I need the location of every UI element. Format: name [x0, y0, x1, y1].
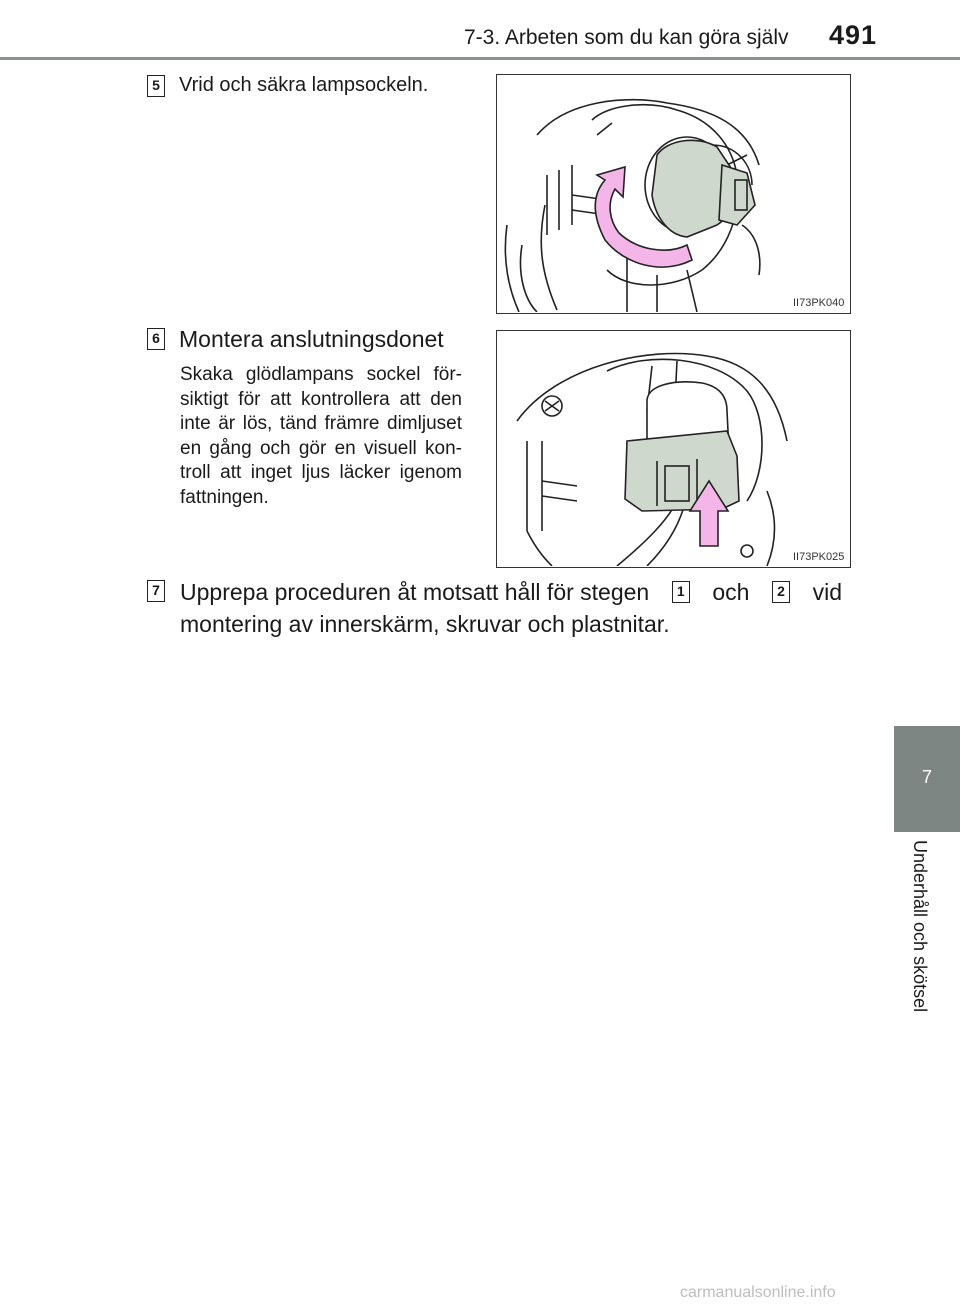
connector-illustration [497, 331, 849, 566]
step-6-badge: 6 [147, 328, 165, 350]
step-ref-1: 1 [672, 581, 690, 603]
figure-code-1: II73PK040 [793, 297, 845, 309]
step-7-text-after: vid [812, 579, 842, 605]
page-number: 491 [829, 20, 878, 50]
socket-rotation-illustration [497, 75, 849, 312]
chapter-tab [894, 726, 960, 832]
step-7-badge: 7 [147, 580, 165, 602]
step-7-line-2: montering av innerskärm, skruvar och plastnitar. [180, 611, 670, 637]
chapter-label: Underhåll och skötsel [910, 840, 930, 1013]
figure-rotate-socket [496, 74, 851, 314]
step-6-body: Skaka glödlampans sockel för-siktigt för att kontrollera att den inte är lös, tänd främre dimljuset en gång och gör en visuell kon-troll att inget ljus läcker igenom fattningen. [180, 364, 462, 508]
chapter-number: 7 [921, 767, 932, 787]
section-title: 7-3. Arbeten som du kan göra själv [464, 26, 789, 49]
step-ref-2: 2 [772, 581, 790, 603]
step-6-title: Montera anslutningsdonet [179, 326, 444, 352]
step-7-text [180, 576, 842, 640]
watermark: carmanualsonline.info [680, 1284, 836, 1301]
header-divider [0, 57, 960, 60]
figure-code-2: II73PK025 [793, 551, 845, 563]
step-7-text-before: Upprepa proceduren åt motsatt håll för stegen [180, 579, 650, 605]
step-5-badge: 5 [147, 75, 165, 97]
step-5-title: Vrid och säkra lampsockeln. [179, 74, 429, 96]
figure-connector [496, 330, 851, 568]
step-7-text-mid: och [712, 579, 750, 605]
